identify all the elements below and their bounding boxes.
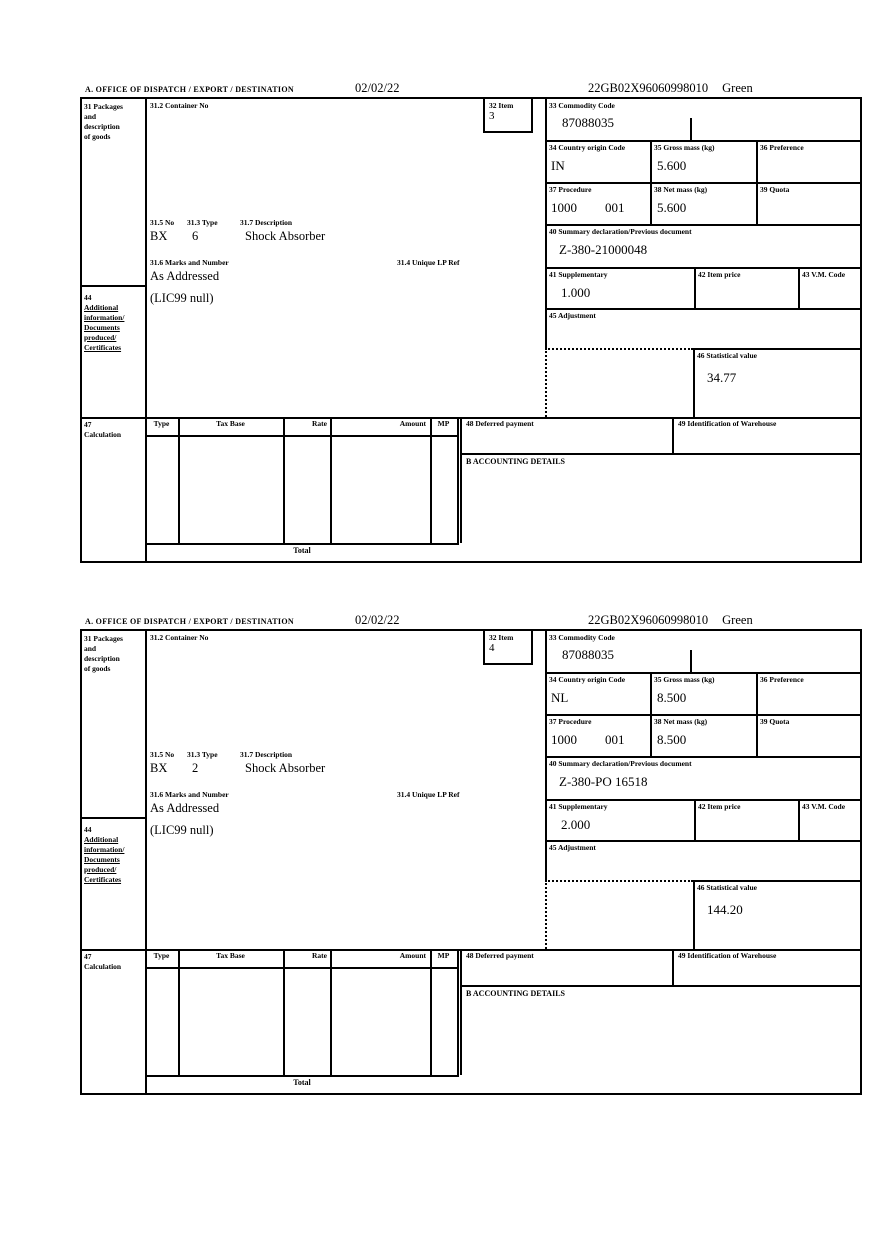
- previous-document: Z-380-PO 16518: [559, 774, 648, 789]
- line: [672, 949, 674, 985]
- declaration-item-section-1: [0, 81, 882, 563]
- line: [650, 672, 652, 756]
- line: [82, 817, 145, 819]
- commodity-code-label: 33 Commodity Code: [549, 101, 615, 110]
- package-type-value: 2: [192, 761, 199, 775]
- procedure-code: 1000: [551, 200, 577, 215]
- warehouse-id-label: 49 Identification of Warehouse: [678, 419, 777, 428]
- package-type-label: 31.3 Type: [187, 218, 218, 227]
- previous-document-label: 40 Summary declaration/Previous document: [549, 759, 692, 768]
- additional-information: (LIC99 null): [150, 823, 214, 837]
- accounting-details-label: B ACCOUNTING DETAILS: [466, 989, 565, 998]
- package-type-label: 31.3 Type: [187, 750, 218, 759]
- statistical-value-label: 46 Statistical value: [697, 351, 757, 360]
- warehouse-id-label: 49 Identification of Warehouse: [678, 951, 777, 960]
- preference-label: 36 Preference: [760, 143, 804, 152]
- description-label: 31.7 Description: [240, 218, 293, 227]
- previous-document: Z-380-21000048: [559, 242, 648, 257]
- calc-mp-header: MP: [437, 951, 450, 960]
- line: [82, 285, 145, 287]
- line: [145, 631, 147, 1093]
- accounting-details-label: B ACCOUNTING DETAILS: [466, 457, 565, 466]
- calc-tax-base-header: Tax Base: [216, 419, 245, 428]
- previous-document-label: 40 Summary declaration/Previous document: [549, 227, 692, 236]
- routing-status: Green: [722, 613, 753, 627]
- additional-information: (LIC99 null): [150, 291, 214, 305]
- line: [694, 799, 696, 840]
- goods-description: Shock Absorber: [245, 229, 326, 243]
- line: [545, 799, 860, 801]
- box31-label: 31 Packages and description of goods: [84, 102, 123, 141]
- origin-label: 34 Country origin Code: [549, 675, 626, 684]
- vm-code-label: 43 V.M. Code: [802, 270, 846, 279]
- marks-value: As Addressed: [150, 801, 220, 815]
- package-no-value: BX: [150, 761, 168, 775]
- line: [756, 140, 758, 224]
- package-type-value: 6: [192, 229, 199, 243]
- deferred-payment-label: 48 Deferred payment: [466, 419, 534, 428]
- gross-mass: 5.600: [657, 158, 687, 173]
- declaration-grid: [80, 629, 862, 1095]
- commodity-code-label: 33 Commodity Code: [549, 633, 615, 642]
- vm-code-label: 43 V.M. Code: [802, 802, 846, 811]
- mrn-number: 22GB02X96060998010: [588, 81, 709, 95]
- line: [545, 140, 860, 142]
- box47-label: 47 Calculation: [84, 420, 122, 439]
- dotted-line: [545, 880, 693, 882]
- line: [145, 99, 147, 561]
- quota-label: 39 Quota: [760, 717, 790, 726]
- line: [545, 714, 860, 716]
- line: [545, 308, 860, 310]
- line: [798, 799, 800, 840]
- line: [545, 182, 860, 184]
- marks-label: 31.6 Marks and Number: [150, 258, 229, 267]
- line: [460, 453, 860, 455]
- total-label: Total: [293, 1078, 311, 1087]
- net-mass-label: 38 Net mass (kg): [654, 185, 708, 194]
- gross-mass-label: 35 Gross mass (kg): [654, 675, 715, 684]
- package-no-label: 31.5 No: [150, 750, 175, 759]
- line: [460, 417, 462, 543]
- office-of-dispatch-header: A. OFFICE OF DISPATCH / EXPORT / DESTINATION: [85, 617, 294, 626]
- line: [650, 140, 652, 224]
- statistical-value-label: 46 Statistical value: [697, 883, 757, 892]
- declaration-grid: [80, 97, 862, 563]
- item-price-label: 42 Item price: [698, 270, 741, 279]
- gross-mass: 8.500: [657, 690, 687, 705]
- calc-amount-header: Amount: [399, 951, 426, 960]
- goods-description: Shock Absorber: [245, 761, 326, 775]
- container-no-label: 31.2 Container No: [150, 101, 209, 110]
- line: [145, 543, 459, 545]
- line: [545, 672, 860, 674]
- line: [545, 840, 860, 842]
- net-mass: 8.500: [657, 732, 687, 747]
- unique-lp-ref-label: 31.4 Unique LP Ref: [397, 258, 460, 267]
- dotted-line: [545, 348, 547, 417]
- item-label: 32 Item: [489, 101, 514, 110]
- item-label: 32 Item: [489, 633, 514, 642]
- origin-code: NL: [551, 690, 569, 705]
- commodity-code: 87088035: [562, 647, 614, 662]
- calc-type-header: Type: [153, 951, 170, 960]
- box47-label: 47 Calculation: [84, 952, 122, 971]
- commodity-code: 87088035: [562, 115, 614, 130]
- mrn-line: [588, 613, 753, 628]
- box44-label: 44 Additional information/ Documents produced/ Certificates: [84, 825, 125, 884]
- package-no-value: BX: [150, 229, 168, 243]
- item-number: 4: [489, 642, 495, 654]
- origin-code: IN: [551, 158, 565, 173]
- box44-label: 44 Additional information/ Documents produced/ Certificates: [84, 293, 125, 352]
- net-mass-label: 38 Net mass (kg): [654, 717, 708, 726]
- item-number-box: [483, 99, 533, 133]
- adjustment-label: 45 Adjustment: [549, 311, 596, 320]
- calc-rate-header: Rate: [312, 951, 327, 960]
- calc-amount-header: Amount: [399, 419, 426, 428]
- item-number: 3: [489, 110, 495, 122]
- deferred-payment-label: 48 Deferred payment: [466, 951, 534, 960]
- net-mass: 5.600: [657, 200, 687, 215]
- quota-label: 39 Quota: [760, 185, 790, 194]
- supplementary-label: 41 Supplementary: [549, 802, 608, 811]
- gross-mass-label: 35 Gross mass (kg): [654, 143, 715, 152]
- package-no-label: 31.5 No: [150, 218, 175, 227]
- item-price-label: 42 Item price: [698, 802, 741, 811]
- procedure-code-2: 001: [605, 200, 625, 215]
- marks-label: 31.6 Marks and Number: [150, 790, 229, 799]
- total-label: Total: [293, 546, 311, 555]
- routing-status: Green: [722, 81, 753, 95]
- mrn-number: 22GB02X96060998010: [588, 613, 709, 627]
- line: [460, 949, 462, 1075]
- declaration-item-section-2: [0, 613, 882, 1095]
- dotted-line: [545, 880, 547, 949]
- statistical-value: 144.20: [707, 902, 743, 917]
- procedure-label: 37 Procedure: [549, 717, 592, 726]
- preference-label: 36 Preference: [760, 675, 804, 684]
- line: [545, 267, 860, 269]
- calc-mp-header: MP: [437, 419, 450, 428]
- line: [798, 267, 800, 308]
- supplementary-units: 2.000: [561, 817, 591, 832]
- line: [545, 756, 860, 758]
- procedure-label: 37 Procedure: [549, 185, 592, 194]
- supplementary-units: 1.000: [561, 285, 591, 300]
- mrn-line: [588, 81, 753, 96]
- line: [694, 267, 696, 308]
- item-number-box: [483, 631, 533, 665]
- calc-type-header: Type: [153, 419, 170, 428]
- supplementary-label: 41 Supplementary: [549, 270, 608, 279]
- commodity-subdivision-line: [690, 118, 692, 140]
- line: [545, 224, 860, 226]
- dotted-line: [545, 348, 693, 350]
- calc-tax-base-header: Tax Base: [216, 951, 245, 960]
- marks-value: As Addressed: [150, 269, 220, 283]
- line: [460, 985, 860, 987]
- box31-label: 31 Packages and description of goods: [84, 634, 123, 673]
- calc-rate-header: Rate: [312, 419, 327, 428]
- origin-label: 34 Country origin Code: [549, 143, 626, 152]
- line: [145, 967, 459, 969]
- container-no-label: 31.2 Container No: [150, 633, 209, 642]
- description-label: 31.7 Description: [240, 750, 293, 759]
- commodity-subdivision-line: [690, 650, 692, 672]
- unique-lp-ref-label: 31.4 Unique LP Ref: [397, 790, 460, 799]
- procedure-code: 1000: [551, 732, 577, 747]
- statistical-value: 34.77: [707, 370, 737, 385]
- office-of-dispatch-header: A. OFFICE OF DISPATCH / EXPORT / DESTINATION: [85, 85, 294, 94]
- adjustment-label: 45 Adjustment: [549, 843, 596, 852]
- declaration-date: 02/02/22: [355, 81, 400, 95]
- line: [672, 417, 674, 453]
- procedure-code-2: 001: [605, 732, 625, 747]
- declaration-date: 02/02/22: [355, 613, 400, 627]
- line: [145, 1075, 459, 1077]
- line: [756, 672, 758, 756]
- line: [145, 435, 459, 437]
